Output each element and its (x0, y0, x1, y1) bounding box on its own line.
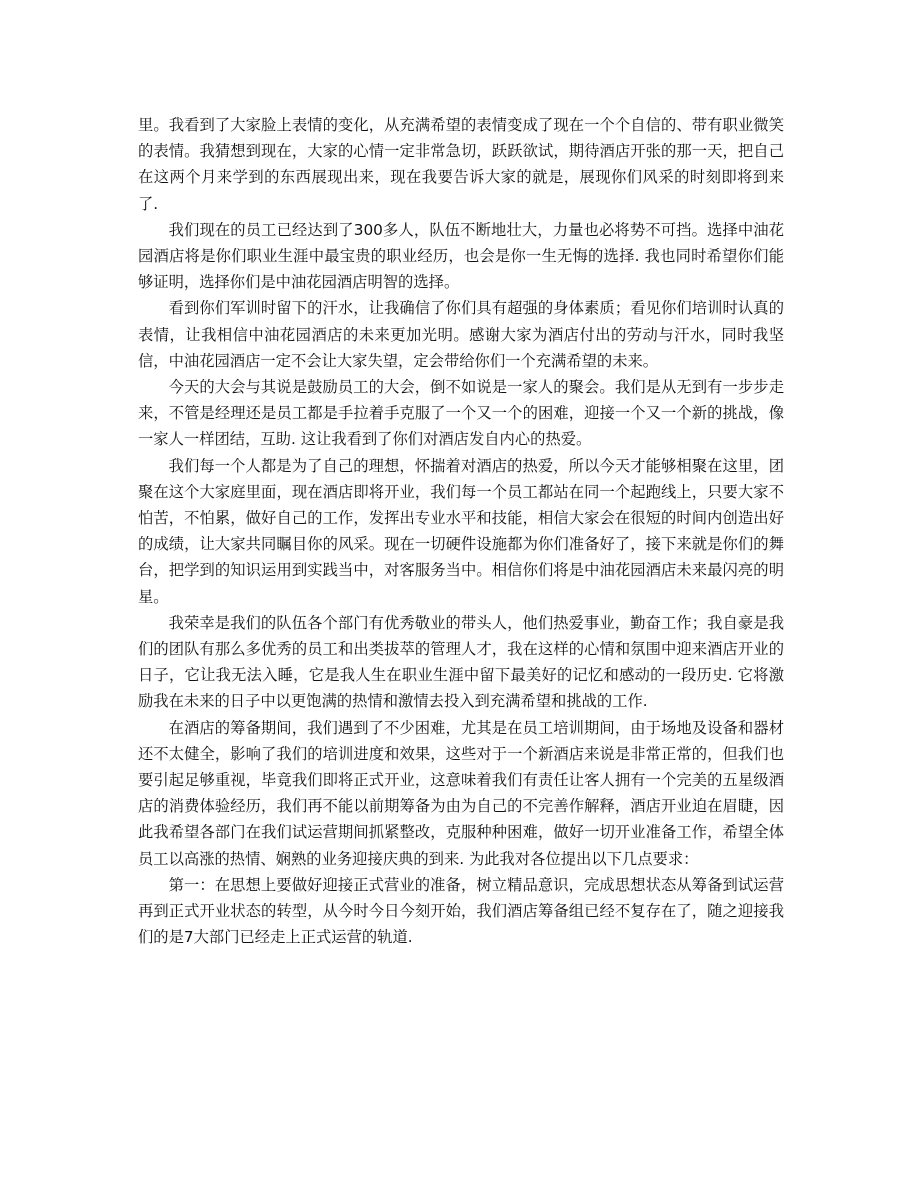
paragraph-honor-pride: 我荣幸是我们的队伍各个部门有优秀敬业的带头人，他们热爱事业，勤奋工作；我自豪是我们的团队有那么多优秀的员工和出类拔萃的管理人才，我在这样的心情和氛围中迎来酒店开业的日子，它让我无法入睡，它是我人生在职业生涯中留下最美好的记忆和感动的一段历史. 它将激励我在未来的日子中以更饱满的热情和激情去投入到充满希望和挑战的工作. (138, 613, 784, 711)
paragraph-staff-count: 我们现在的员工已经达到了300多人，队伍不断地壮大，力量也必将势不可挡。选择中油花园酒店将是你们职业生涯中最宝贵的职业经历，也会是你一生无悔的选择. 我也同时希望你们能够证明，选择你们是中油花园酒店明智的选择。 (138, 220, 784, 292)
paragraph-requirement-one: 第一：在思想上要做好迎接正式营业的准备，树立精品意识，完成思想状态从筹备到试运营再到正式开业状态的转型，从今时今日今刻开始，我们酒店筹备组已经不复存在了，随之迎接我们的是7大部门已经走上正式运营的轨道. (138, 875, 784, 947)
paragraph-military-training: 看到你们军训时留下的汗水，让我确信了你们具有超强的身体素质；看见你们培训时认真的表情，让我相信中油花园酒店的未来更加光明。感谢大家为酒店付出的劳动与汗水，同时我坚信，中油花园酒店一定不会让大家失望，定会带给你们一个充满希望的未来。 (138, 299, 784, 370)
document-body (138, 112, 784, 951)
paragraph-ideals: 我们每一个人都是为了自己的理想，怀揣着对酒店的热爱，所以今天才能够相聚在这里，团聚在这个大家庭里面，现在酒店即将开业，我们每一个员工都站在同一个起跑线上，只要大家不怕苦，不怕累，做好自己的工作，发挥出专业水平和技能，相信大家会在很短的时间内创造出好的成绩，让大家共同瞩目你的风采。现在一切硬件设施都为你们准备好了，接下来就是你们的舞台，把学到的知识运用到实践当中，对客服务当中。相信你们将是中油花园酒店未来最闪亮的明星。 (138, 456, 784, 606)
paragraph-family-gathering: 今天的大会与其说是鼓励员工的大会，倒不如说是一家人的聚会。我们是从无到有一步步走来，不管是经理还是员工都是手拉着手克服了一个又一个的困难，迎接一个又一个新的挑战，像一家人一样团结，互助. 这让我看到了你们对酒店发自内心的热爱。 (138, 378, 784, 449)
paragraph-continuation: 里。我看到了大家脸上表情的变化，从充满希望的表情变成了现在一个个自信的、带有职业微笑的表情。我猜想到现在，大家的心情一定非常急切，跃跃欲试，期待酒店开张的那一天，把自己在这两个月来学到的东西展现出来，现在我要告诉大家的就是，展现你们风采的时刻即将到来了. (138, 116, 784, 213)
paragraph-preparation-period: 在酒店的筹备期间，我们遇到了不少困难，尤其是在员工培训期间，由于场地及设备和器材还不太健全，影响了我们的培训进度和效果，这些对于一个新酒店来说是非常正常的，但我们也要引起足够重视，毕竟我们即将正式开业，这意味着我们有责任让客人拥有一个完美的五星级酒店的消费体验经历，我们再不能以前期筹备为由为自己的不完善作解释，酒店开业迫在眉睫，因此我希望各部门在我们试运营期间抓紧整改，克服种种困难，做好一切开业准备工作，希望全体员工以高涨的热情、娴熟的业务迎接庆典的到来. 为此我对各位提出以下几点要求： (138, 718, 784, 868)
